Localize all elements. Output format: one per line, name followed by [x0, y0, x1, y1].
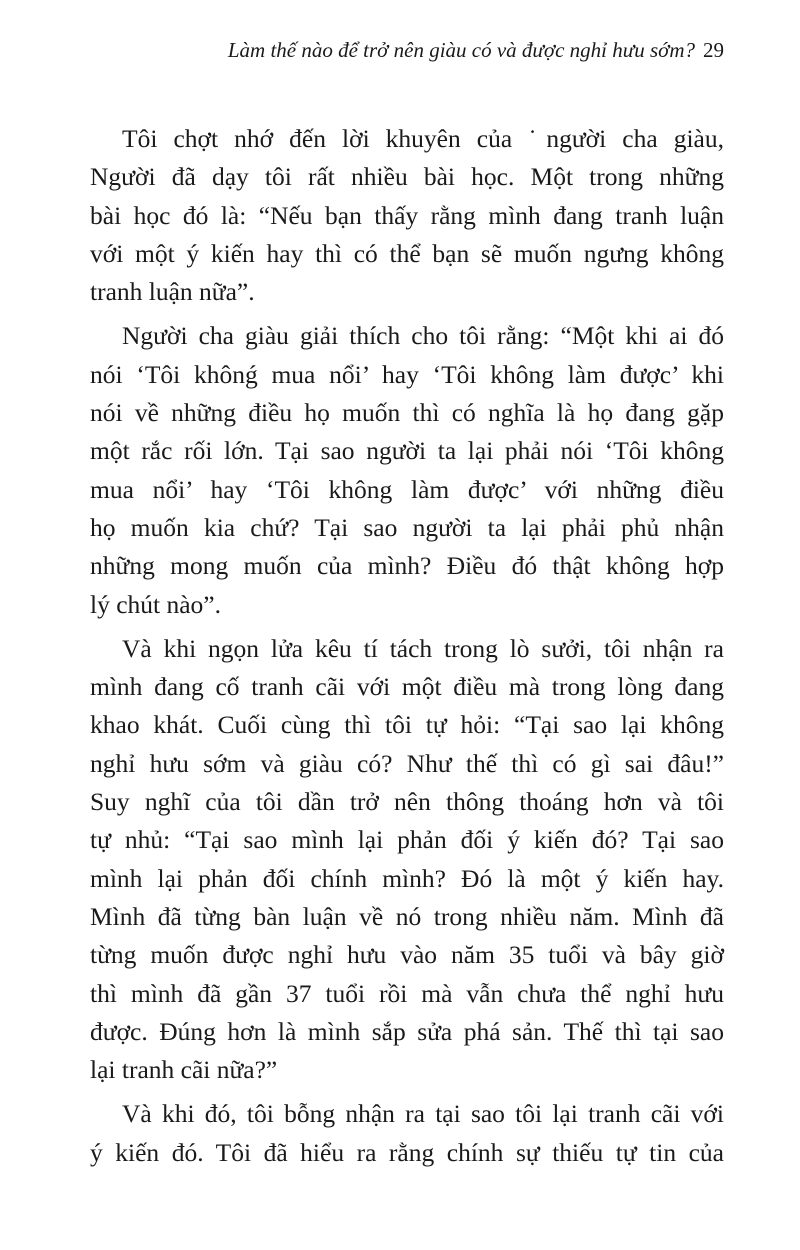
text-line: Người đã dạy tôi rất nhiều bài học. Một trong những	[90, 162, 724, 192]
paragraph-2	[90, 317, 724, 623]
text-line: mình lại phản đối chính mình? Đó là một ý kiến hay.	[90, 863, 724, 893]
paragraph-3	[90, 630, 724, 1090]
paragraph-1	[90, 120, 724, 311]
page-number: 29	[703, 38, 724, 62]
text-line: từng muốn được nghỉ hưu vào năm 35 tuổi và bây giờ	[90, 940, 724, 970]
text-line: Và khi ngọn lửa kêu tí tách trong lò sưởi, tôi nhận ra	[122, 633, 724, 663]
text-line: được. Đúng hơn là mình sắp sửa phá sản. Thế thì tại sao	[90, 1016, 724, 1046]
text-line: một rắc rối lớn. Tại sao người ta lại phải nói ‘Tôi không	[90, 436, 724, 466]
text-line: ý kiến đó. Tôi đã hiểu ra rằng chính sự thiếu tự tin của	[90, 1137, 724, 1167]
text-line: bài học đó là: “Nếu bạn thấy rằng mình đang tranh luận	[90, 200, 724, 230]
text-line: Suy nghĩ của tôi dần trở nên thông thoáng hơn và tôi	[90, 787, 724, 817]
text-line: Tôi chợt nhớ đến lời khuyên của ˙người cha giàu,	[122, 124, 724, 153]
text-line: mua nổi’ hay ‘Tôi không làm được’ với những điều	[90, 474, 724, 504]
text-line: tranh luận nữa”.	[90, 277, 255, 307]
body-text	[90, 120, 724, 1178]
text-line: nói ‘Tôi khônǵ mua nổi’ hay ‘Tôi không làm được’ khi	[90, 359, 724, 389]
text-line: những mong muốn của mình? Điều đó thật không hợp	[90, 551, 724, 581]
text-line: Người cha giàu giải thích cho tôi rằng: “Một khi ai đó	[122, 321, 724, 351]
text-line: lại tranh cãi nữa?”	[90, 1055, 278, 1085]
text-line: lý chút nào”.	[90, 589, 221, 619]
text-line: với một ý kiến hay thì có thể bạn sẽ muốn ngưng không	[90, 238, 724, 268]
text-line: nghỉ hưu sớm và giàu có? Như thế thì có gì sai đâu!”	[90, 748, 724, 778]
running-header	[150, 36, 724, 64]
text-line: thì mình đã gần 37 tuổi rồi mà vẫn chưa thể nghỉ hưu	[90, 978, 724, 1008]
text-line: Mình đã từng bàn luận về nó trong nhiều năm. Mình đã	[90, 901, 724, 931]
chapter-title: Làm thế nào để trở nên giàu có và được nghỉ hưu sớm?	[227, 38, 695, 62]
text-line: Và khi đó, tôi bỗng nhận ra tại sao tôi lại tranh cãi với	[122, 1099, 724, 1129]
text-line: tự nhủ: “Tại sao mình lại phản đối ý kiến đó? Tại sao	[90, 825, 724, 855]
text-line: khao khát. Cuối cùng thì tôi tự hỏi: “Tại sao lại không	[90, 710, 724, 740]
text-line: nói về những điều họ muốn thì có nghĩa là họ đang gặp	[90, 398, 724, 428]
paragraph-4	[90, 1095, 724, 1172]
text-line: mình đang cố tranh cãi với một điều mà trong lòng đang	[90, 672, 724, 702]
text-line: họ muốn kia chứ? Tại sao người ta lại phải phủ nhận	[90, 512, 724, 542]
